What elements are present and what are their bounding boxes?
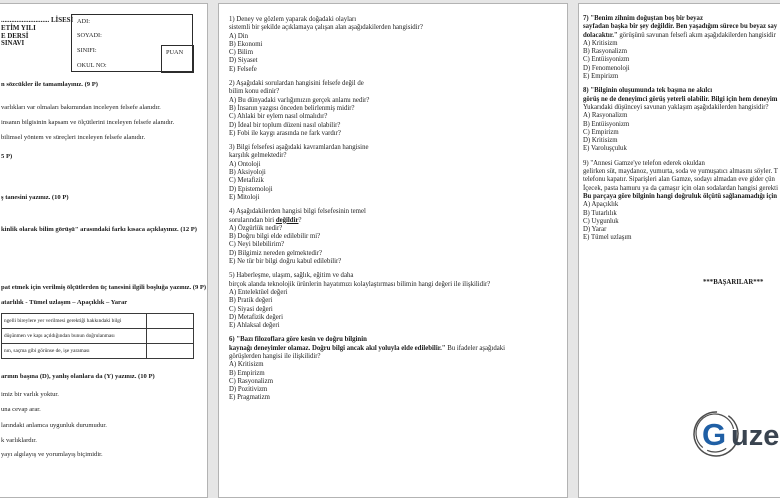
stem-text-segment: görüşünü savunan felsefi akım aşağıdakilerden hangisidir [617,31,776,39]
answer-option: A) Ontoloji [229,160,261,168]
answer-option: B) Ekonomi [229,40,263,48]
answer-option: A) Özgürlük nedir? [229,224,283,232]
answer-option: E) Tümel uzlaşım [583,234,632,242]
question-stem-line [229,281,563,289]
answer-option: C) Ahlaki bir eylem nasıl olmalıdır? [229,113,328,121]
answer-option: B) Aksiyoloji [229,169,266,177]
watermark-logo [686,404,780,470]
closing-message: ***BAŞARILAR*** [703,279,764,286]
answer-option: E) Varoluşçuluk [583,145,627,153]
question-stem-line [229,152,563,160]
answer-option: C) Empirizm [583,128,619,136]
stem-text-segment: telefonu kapatır. Siparişleri alan Gamze, sodayı almadan eve gider çün [583,176,775,184]
answer-option: A) Apaçıklık [583,201,619,209]
multiple-choice-column [579,4,780,243]
school-year-line: ETİM YILI [1,24,36,32]
stem-text-segment: sistemli bir şekilde açıklamaya çalışan alan aşağıdakilerden hangisidir? [229,24,423,32]
stem-text-segment: İçecek, pasta hamuru ya da çamaşır için olan sodalardan hangisi gerekti [583,184,778,192]
stem-text-segment: 7) "Benim zihnim doğuştan boş bir beyaz [583,15,703,22]
class-label: SINIFI: [77,47,97,54]
answer-option: D) İdeal bir toplum düzeni nasıl olabilir? [229,121,341,129]
exam-title-line: SINAVI [1,40,25,48]
question-block [229,80,563,138]
question-stem-line [229,217,563,225]
exam-page-1 [0,3,208,498]
question2-heading: 5 P) [1,153,13,160]
answer-option: E) Felsefe [229,65,257,73]
answer-option: D) Pozitivizm [229,386,268,394]
multiple-choice-column [219,4,567,403]
school-no-label: OKUL NO: [77,62,107,69]
logo-text: uze [731,420,780,452]
name-label: ADI: [77,18,90,25]
question-stem-line [229,208,563,216]
answer-option: B) Empirizm [229,369,265,377]
exam-header [1,17,73,48]
question-stem-line [229,345,563,353]
surname-label: SOYADI: [77,32,102,39]
answer-option: D) Kritisizm [583,137,618,145]
question-stem-line [583,96,780,104]
answer-option: B) Doğru bilgi elde edilebilir mi? [229,233,321,241]
question-block [229,16,563,74]
answer-option: A) Kritisizm [583,39,618,47]
question3-heading: ş tanesini yazınız. (10 P) [1,194,69,201]
stem-text-segment: 1) Deney ve gözlem yaparak doğadaki olayları [229,16,357,23]
answer-option: C) Rasyonalizm [229,377,273,385]
answer-option: E) Fobi ile kaygı arasında ne fark vardır? [229,129,341,137]
fill-in-item: bilimsel yöntem ve süreçleri inceleyen felsefe alanıdır. [1,134,146,141]
answer-option: D) Yarar [583,226,607,234]
answer-option: B) Entüisyonizm [583,120,630,128]
table-row [2,314,194,329]
answer-option: D) Siyaset [229,57,258,65]
stem-text-segment: görüş ne de deneyimci görüş yeterli olabilir. Bilgi için hem deneyim [583,95,778,103]
answer-option: A) Entelektüel değeri [229,288,288,296]
question-stem-line [229,144,563,152]
question-block [583,160,780,243]
stem-text-segment: 9) "Annesi Gamze'ye telefon ederek okuldan [583,159,705,167]
question1-heading: n sözcükler ile tamamlayınız. (9 P) [1,81,98,88]
true-false-item: imiz bir varlık yoktur. [1,391,59,398]
question5-heading: pat etmek için verilmiş ölçütlerden üç tanesini ilgili boşluğa yazınız. (9 P) [1,284,207,291]
answer-option: E) Empirizm [583,73,619,81]
answer-option: C) Uygunluk [583,217,619,225]
question-stem-line [583,193,780,201]
answer-option: E) Ne tür bir bilgi doğru kabul edilebilir? [229,258,342,266]
stem-text-segment: karşılık gelmektedir? [229,152,287,160]
answer-option: D) Bilgimiz nereden gelmektedir? [229,249,323,257]
school-name-line: ............................ LİSESİ [1,17,74,24]
exam-page-2 [218,3,568,498]
stem-text-segment: değildir [275,216,299,224]
answer-option: E) Mitoloji [229,193,260,201]
answer-option: C) Entüisyonizm [583,56,630,64]
question-stem-line [583,104,780,112]
answer-option: D) Metafizik değeri [229,313,283,321]
stem-text-segment: 8) "Bilginin oluşumunda tek başına ne akılcı [583,87,713,95]
question-stem-line [229,353,563,361]
answer-option: A) Din [229,32,249,40]
question-stem-line [583,176,780,184]
logo-graphic [686,404,780,470]
table-cell-statement: nın, saçma gibi görünse de, işe yaraması [2,344,147,359]
question-block [229,336,563,402]
question-stem-line [583,185,780,193]
true-false-item: yayı algılayış ve yorumlayış biçimidir. [1,451,103,458]
answer-option: C) Metafizik [229,177,264,185]
question-block [583,87,780,153]
question-stem-line [229,272,563,280]
stem-text-segment: 5) Haberleşme, ulaşım, sağlık, eğitim ve daha [229,272,354,280]
stem-text-segment: birçok alanda teknolojik ürünlerin hayatımızı kolaylaştırması bilimin hangi değeri ile ilişkilidir? [229,280,491,288]
stem-text-segment: 6) "Bazı filozoflara göre kesin ve doğru bilginin [229,336,367,344]
question-stem-line [229,24,563,32]
fill-in-item: insanın bilgisinin kapsam ve ölçütlerini inceleyen felsefe alanıdır. [1,119,175,126]
question6-heading: arının başına (D), yanlış olanlara da (Y) yazınız. (10 P) [1,373,155,380]
answer-option: A) Bu dünyadaki varlığımızın gerçek anlamı nedir? [229,96,370,104]
table-cell-statement: ngelli bireylere yer verilmesi gerektiği hakkındaki bilgi [2,314,147,329]
stem-text-segment: sayfadan başka bir şey değildir. Ben yaşadığım sürece bu beyaz say [583,23,778,31]
stem-text-segment: Bu ifadeler aşağıdaki [445,344,506,352]
question-stem-line [229,88,563,96]
table-cell-statement: düşünmen ve kapı açıldığından bunun doğrulanması [2,329,147,344]
table-row [2,344,194,359]
question-stem-line [583,32,780,40]
score-label: PUAN [166,49,184,56]
criteria-match-table [1,313,194,359]
answer-option: B) İnsanın yazgısı önceden belirlenmiş midir? [229,104,355,112]
question-stem-line [583,23,780,31]
question-block [229,208,563,266]
stem-text-segment: ? [298,216,302,224]
answer-option: A) Rasyonalizm [583,112,628,120]
question-block [229,144,563,202]
answer-option: B) Rasyonalizm [583,48,627,56]
stem-text-segment: kaynağı deneyimler olamaz. Doğru bilgi ancak akıl yoluyla elde edilebilir." [229,344,446,352]
question-stem-line [583,87,780,95]
answer-option: C) Neyi bilebilirim? [229,241,285,249]
student-info-box [71,14,193,72]
answer-option: C) Siyasi değeri [229,305,273,313]
stem-text-segment: 3) Bilgi felsefesi aşağıdaki kavramlardan hangisine [229,144,369,152]
course-line: E DERSİ [1,32,29,40]
question-stem-line [229,16,563,24]
answer-option: B) Pratik değeri [229,297,273,305]
logo-letter-g: G [702,417,727,452]
question-stem-line [229,80,563,88]
question-stem-line [583,168,780,176]
answer-option: B) Tutarlılık [583,209,617,217]
table-cell-answer [147,314,194,329]
table-cell-answer [147,344,194,359]
fill-in-item: varlıkları var olmaları bakımından inceleyen felsefe alanıdır. [1,104,161,111]
stem-text-segment: görüşlerden hangisi ile ilişkilidir? [229,352,321,360]
stem-text-segment: Yukarıdaki düşünceyi savunan yaklaşım aşağıdakilerden hangisidir? [583,103,769,111]
stem-text-segment: sorularından biri [229,216,276,224]
table-row [2,329,194,344]
stem-text-segment: Bu parçaya göre bilginin hangi doğruluk ölçütü sağlanamadığı için [583,192,778,200]
answer-option: E) Pragmatizm [229,394,270,402]
question-stem-line [229,336,563,344]
stem-text-segment: 4) Aşağıdakilerden hangisi bilgi felsefesinin temel [229,208,366,216]
stem-text-segment: 2) Aşağıdaki sorulardan hangisini felsefe değil de [229,80,364,88]
true-false-item: k varlıklardır. [1,437,37,444]
true-false-item: una cevap arar. [1,406,41,413]
question4-heading: kinlik olarak bilim görüşü" arasındaki farkı kısaca açıklayınız. (12 P) [1,226,198,233]
answer-option: D) Fenomenoloji [583,64,630,72]
question-stem-line [583,15,780,23]
table-cell-answer [147,329,194,344]
stem-text-segment: gelirken süt, maydanoz, yumurta, soda ve yumuşatıcı almasını söyler. T [583,168,778,176]
question-stem-line [583,160,780,168]
question-block [229,272,563,330]
stem-text-segment: dolacaktır." [583,31,618,39]
answer-option: C) Bilim [229,49,253,57]
true-false-item: larındaki anlamca uygunluk durumudur. [1,422,107,429]
answer-option: E) Ahlaksal değeri [229,322,280,330]
question5-criteria-list: atarlılık - Tümel uzlaşım – Apaçıklık – Yarar [1,299,128,306]
score-box [161,45,194,73]
stem-text-segment: bilim konu edinir? [229,88,280,96]
answer-option: A) Kritisizm [229,361,264,369]
question-block [583,15,780,81]
answer-option: D) Epistemoloji [229,185,273,193]
